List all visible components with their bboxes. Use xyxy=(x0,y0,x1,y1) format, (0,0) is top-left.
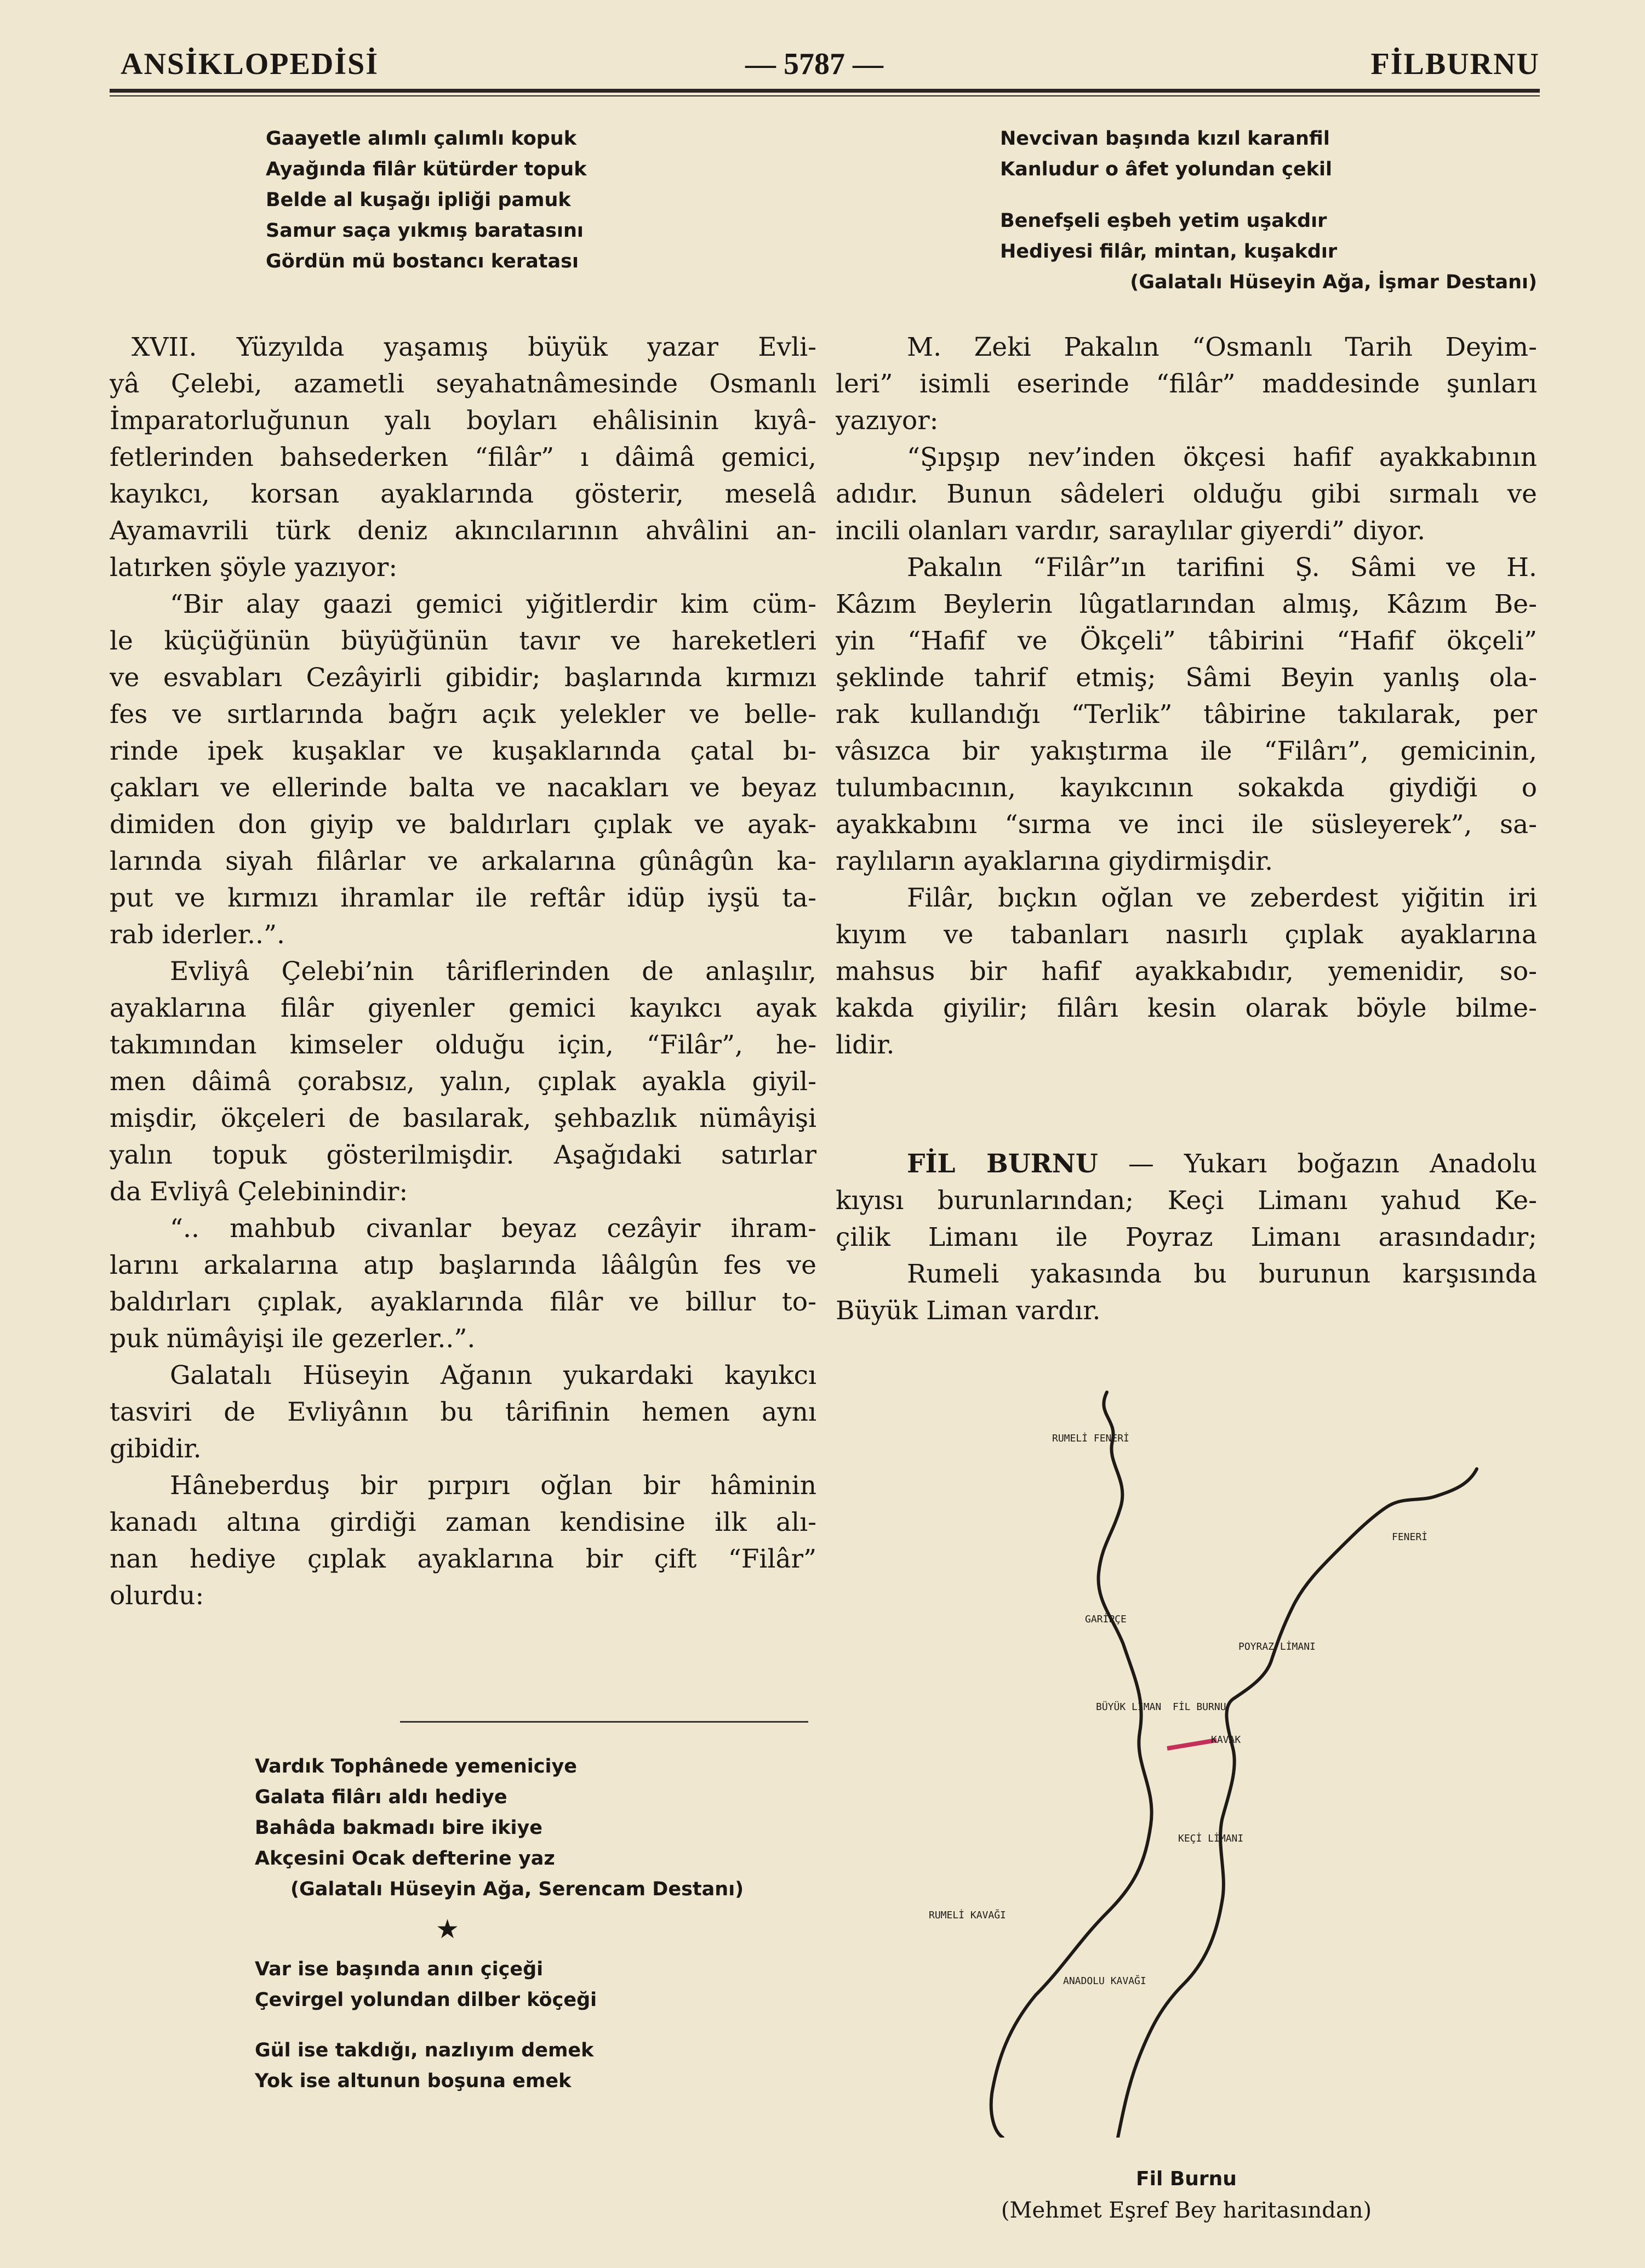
text-line: le küçüğünün büyüğünün tavır ve hareketleri xyxy=(110,626,816,656)
text-line: men dâimâ çorabsız, yalın, çıplak ayakla giyil- xyxy=(110,1067,816,1097)
poem-line: Galata filârı aldı hediye xyxy=(255,1786,507,1808)
poem-line: Yok ise altunun boşuna emek xyxy=(255,2070,572,2092)
poem-line: Var ise başında anın çiçeği xyxy=(255,1958,544,1980)
text-line: Filâr, bıçkın oğlan ve zeberdest yiğitin iri xyxy=(907,883,1537,913)
text-line: gibidir. xyxy=(110,1434,202,1464)
text-line: adıdır. Bunun sâdeleri olduğu gibi sırmalı ve xyxy=(836,479,1537,509)
text-line: kayıkcı, korsan ayaklarında gösterir, meselâ xyxy=(110,479,816,509)
text-line: olurdu: xyxy=(110,1581,204,1611)
text-line: larını arkalarına atıp başlarında lââlgûn fes ve xyxy=(110,1250,816,1280)
poem-line: Akçesini Ocak defterine yaz xyxy=(255,1848,555,1870)
poem-line: Benefşeli eşbeh yetim uşakdır xyxy=(1000,210,1327,232)
poem-top-left xyxy=(266,123,586,277)
text-line: kanadı altına girdiği zaman kendisine ilk alı- xyxy=(110,1507,816,1537)
text-line: Rumeli yakasında bu burunun karşısında xyxy=(907,1259,1537,1289)
text-line: ayaklarına filâr giyenler gemici kayıkcı ayak xyxy=(110,993,816,1023)
text-line: yin “Hafif ve Ökçeli” tâbirini “Hafif ökçeli” xyxy=(836,626,1537,656)
bosphorus-map xyxy=(899,1370,1534,2138)
text-line: incili olanları vardır, saraylılar giyerdi” diyor. xyxy=(836,516,1426,546)
map-label-rumeli-kavagi: RUMELİ KAVAĞI xyxy=(929,1910,1006,1921)
text-line: Ayamavrili türk deniz akıncılarının ahvâlini an- xyxy=(110,516,816,546)
poem-line: Belde al kuşağı ipliği pamuk xyxy=(266,189,571,211)
poem-attribution: (Galatalı Hüseyin Ağa, İşmar Destanı) xyxy=(1130,271,1537,293)
asian-shore-line xyxy=(1118,1469,1477,2138)
poem-line: Gördün mü bostancı keratası xyxy=(266,250,579,272)
star-ornament: ★ xyxy=(436,1914,460,1945)
poem-top-right xyxy=(1000,123,1537,298)
text-line: “Şıpşıp nev’inden ökçesi hafif ayakkabının xyxy=(907,442,1537,472)
text-line: İmparatorluğunun yalı boyları ehâlisinin kıyâ- xyxy=(110,406,816,436)
header-rule xyxy=(110,89,1540,93)
map-label-kavak: KAVAK xyxy=(1211,1734,1241,1746)
poem-line: Hediyesi filâr, mintan, kuşakdır xyxy=(1000,241,1338,263)
text-line: latırken şöyle yazıyor: xyxy=(110,552,398,583)
text-line: tulumbacının, kayıkcının sokakda giydiği o xyxy=(836,773,1537,803)
text-line: Galatalı Hüseyin Ağanın yukardaki kayıkcı xyxy=(170,1360,816,1391)
text-line: Pakalın “Filâr”ın tarifini Ş. Sâmi ve H. xyxy=(907,552,1537,583)
text-line: puk nümâyişi ile gezerler..”. xyxy=(110,1324,476,1354)
text-line: nan hediye çıplak ayaklarına bir çift “Filâr” xyxy=(110,1544,816,1574)
map-label-fener: FENERİ xyxy=(1392,1531,1428,1543)
poem-line: Vardık Tophânede yemeniciye xyxy=(255,1756,578,1777)
text-line: rinde ipek kuşaklar ve kuşaklarında çatal bı- xyxy=(110,736,816,766)
map-caption-title: Fil Burnu xyxy=(1136,2168,1237,2190)
poem-line: Nevcivan başında kızıl karanfil xyxy=(1000,128,1330,150)
header-left: ANSİKLOPEDİSİ xyxy=(121,47,379,81)
text-line: çilik Limanı ile Poyraz Limanı arasındadır; xyxy=(836,1222,1537,1252)
entry-first-line xyxy=(836,1146,1537,1182)
european-shore-line xyxy=(991,1392,1152,2138)
text-line: raylıların ayaklarına giydirmişdir. xyxy=(836,846,1273,876)
map-label-garipce: GARİPÇE xyxy=(1085,1614,1127,1625)
text-line: yazıyor: xyxy=(836,406,939,436)
text-line: dimiden don giyip ve baldırları çıplak ve ayak- xyxy=(110,810,816,840)
text-line: “.. mahbub civanlar beyaz cezâyir ihram- xyxy=(170,1213,816,1244)
text-line: yâ Çelebi, azametli seyahatnâmesinde Osmanlı xyxy=(110,369,816,399)
text-line: lidir. xyxy=(836,1030,895,1060)
fil-burnu-marker xyxy=(1167,1740,1216,1748)
text-line: şeklinde tahrif etmiş; Sâmi Beyin yanlış ola- xyxy=(836,663,1537,693)
poem-line: Ayağında filâr kütürder topuk xyxy=(266,158,587,180)
entry-headword: FİL BURNU xyxy=(907,1149,1098,1179)
poem-line: Gaayetle alımlı çalımlı kopuk xyxy=(266,128,576,150)
text-line: larında siyah filârlar ve arkalarına gûnâgûn ka- xyxy=(110,846,816,876)
text-line: baldırları çıplak, ayaklarında filâr ve billur to- xyxy=(110,1287,816,1317)
text-line: tasviri de Evliyânın bu târifinin hemen aynı xyxy=(110,1397,816,1427)
text-line: fes ve sırtlarında bağrı açık yelekler ve belle- xyxy=(110,699,816,730)
text-line: “Bir alay gaazi gemici yiğitlerdir kim cüm- xyxy=(170,589,816,619)
poem-line: Samur saça yıkmış baratasını xyxy=(266,220,584,242)
map-label-fil-burnu: FİL BURNU xyxy=(1173,1701,1226,1713)
map-caption-source: (Mehmet Eşref Bey haritasından) xyxy=(1001,2198,1372,2223)
map-label-buyuk-liman: BÜYÜK LİMAN xyxy=(1096,1701,1162,1713)
poem-line: Çevirgel yolundan dilber köçeği xyxy=(255,1989,597,2011)
text-line: da Evliyâ Çelebinindir: xyxy=(110,1177,408,1207)
poem-attribution: (Galatalı Hüseyin Ağa, Serencam Destanı) xyxy=(290,1878,744,1900)
text-line: leri” isimli eserinde “filâr” maddesinde şunları xyxy=(836,369,1537,399)
text-line: ve esvabları Cezâyirli gibidir; başlarında kırmızı xyxy=(110,663,816,693)
text-line: takımından kimseler olduğu için, “Filâr”, he- xyxy=(110,1030,816,1060)
poem-bottom-left xyxy=(255,1751,808,2096)
map-label-anadolu-kavagi: ANADOLU KAVAĞI xyxy=(1063,1975,1146,1987)
entry-text: — Yukarı boğazın Anadolu xyxy=(1128,1149,1537,1179)
text-line: Evliyâ Çelebi’nin târiflerinden de anlaşılır, xyxy=(170,956,816,987)
text-line: çakları ve ellerinde balta ve nacakları ve beyaz xyxy=(110,773,816,803)
text-line: ayakkabını “sırma ve inci ile süsleyerek”, sa- xyxy=(836,810,1537,840)
text-line: vâsızca bir yakıştırma ile “Filârı”, gemicinin, xyxy=(836,736,1537,766)
map-label-rumeli-feneri: RUMELİ FENERİ xyxy=(1052,1433,1129,1444)
header-rule-thin xyxy=(110,95,1540,96)
text-line: XVII. Yüzyılda yaşamış büyük yazar Evli- xyxy=(132,332,816,362)
text-line: Hâneberduş bir pırpırı oğlan bir hâminin xyxy=(170,1471,816,1501)
header-right: FİLBURNU xyxy=(1370,47,1540,81)
text-line: rak kullandığı “Terlik” tâbirine takılarak, per xyxy=(836,699,1537,730)
text-line: kıyısı burunlarından; Keçi Limanı yahud Ke- xyxy=(836,1186,1537,1216)
filburnu-entry xyxy=(836,1146,1537,1329)
divider-rule xyxy=(400,1721,808,1723)
text-line: M. Zeki Pakalın “Osmanlı Tarih Deyim- xyxy=(907,332,1537,362)
left-column-text xyxy=(110,329,816,1614)
text-line: Kâzım Beylerin lûgatlarından almış, Kâzım Be- xyxy=(836,589,1537,619)
text-line: mahsus bir hafif ayakkabıdır, yemenidir, so- xyxy=(836,956,1537,987)
text-line: kıyım ve tabanları nasırlı çıplak ayaklarına xyxy=(836,920,1537,950)
map-label-poyraz: POYRAZ LİMANI xyxy=(1238,1641,1316,1652)
text-line: mişdir, ökçeleri de basılarak, şehbazlık nümâyişi xyxy=(110,1103,816,1133)
text-line: yalın topuk gösterilmişdir. Aşağıdaki satırlar xyxy=(110,1140,816,1170)
poem-line: Bahâda bakmadı bire ikiye xyxy=(255,1817,543,1839)
map-label-keci-limani: KEÇİ LİMANI xyxy=(1178,1833,1244,1844)
poem-line: Kanludur o âfet yolundan çekil xyxy=(1000,158,1332,180)
text-line: kakda giyilir; filârı kesin olarak böyle bilme- xyxy=(836,993,1537,1023)
text-line: fetlerinden bahsederken “filâr” ı dâimâ gemici, xyxy=(110,442,816,472)
page-number: — 5787 — xyxy=(745,47,883,81)
text-line: put ve kırmızı ihramlar ile reftâr idüp iyşü ta- xyxy=(110,883,816,913)
text-line: Büyük Liman vardır. xyxy=(836,1296,1101,1326)
running-header xyxy=(110,47,1540,88)
text-line: rab iderler..”. xyxy=(110,920,285,950)
poem-line: Gül ise takdığı, nazlıyım demek xyxy=(255,2039,594,2061)
right-column-text xyxy=(836,329,1537,1063)
